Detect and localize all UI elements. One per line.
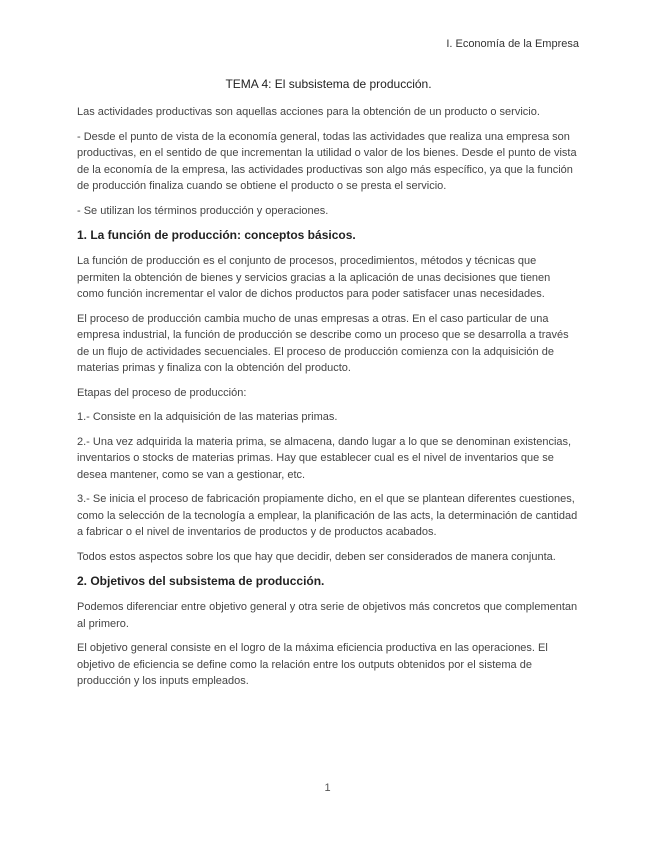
body-paragraph: La función de producción es el conjunto de procesos, procedimientos, métodos y técnicas que permiten la obtención de bienes y servicios gracias a la aplicación de unas decisiones que tienen como función incrementar el valor de dichos productos para poder satisfacer unas necesidades. — [77, 255, 551, 300]
body-paragraph: Todos estos aspectos sobre los que hay que decidir, deben ser considerados de manera conjunta. — [77, 550, 556, 563]
body-paragraph: El proceso de producción cambia mucho de unas empresas a otras. En el caso particular de una empresa industrial, la función de producción se describe como un proceso que se desarrolla a través de un flujo de actividades secuenciales. El proceso de producción comienza con la adquisición de materias primas y finaliza con la obtención del producto. — [77, 312, 569, 374]
running-header: I. Economía de la Empresa — [446, 38, 579, 50]
intro-paragraph: - Se utilizan los términos producción y operaciones. — [77, 204, 329, 217]
document-title: TEMA 4: El subsistema de producción. — [225, 77, 432, 91]
body-paragraph: Podemos diferenciar entre objetivo general y otra serie de objetivos más concretos que complementan al primero. — [77, 601, 578, 630]
list-item: 3.- Se inicia el proceso de fabricación propiamente dicho, en el que se plantean diferentes cuestiones, como la selección de la tecnología a emplear, la planificación de las acts, la determinación de cantidad a fabricar o el nivel de inventarios de productos y de productos acabados. — [77, 493, 578, 538]
page-number: 1 — [324, 782, 331, 794]
section-heading: 1. La función de producción: conceptos básicos. — [77, 228, 356, 242]
intro-paragraph: Las actividades productivas son aquellas acciones para la obtención de un producto o servicio. — [77, 106, 540, 118]
list-item: 2.- Una vez adquirida la materia prima, se almacena, dando lugar a lo que se denominan existencias, inventarios o stocks de materias primas. Hay que establecer cual es el nivel de inventarios que se desea mantener, como se van a gestionar, etc. — [77, 435, 572, 481]
body-paragraph: Etapas del proceso de producción: — [77, 386, 247, 399]
body-paragraph: El objetivo general consiste en el logro de la máxima eficiencia productiva en las operaciones. El objetivo de eficiencia se define como la relación entre los outputs obtenidos por el sistema de producción y los inputs empleados. — [77, 642, 548, 687]
list-item: 1.- Consiste en la adquisición de las materias primas. — [77, 411, 338, 423]
intro-paragraph: - Desde el punto de vista de la economía general, todas las actividades que realiza una empresa son productivas, en el sentido de que incrementan la utilidad o valor de los bienes. Desde el punto de vista de la economía de la empresa, las actividades productivas son algo más específico, ya que la función de producción finaliza cuando se obtiene el producto o se presta el servicio. — [77, 130, 577, 192]
section-heading: 2. Objetivos del subsistema de producción. — [77, 574, 325, 588]
document-body — [77, 76, 580, 698]
